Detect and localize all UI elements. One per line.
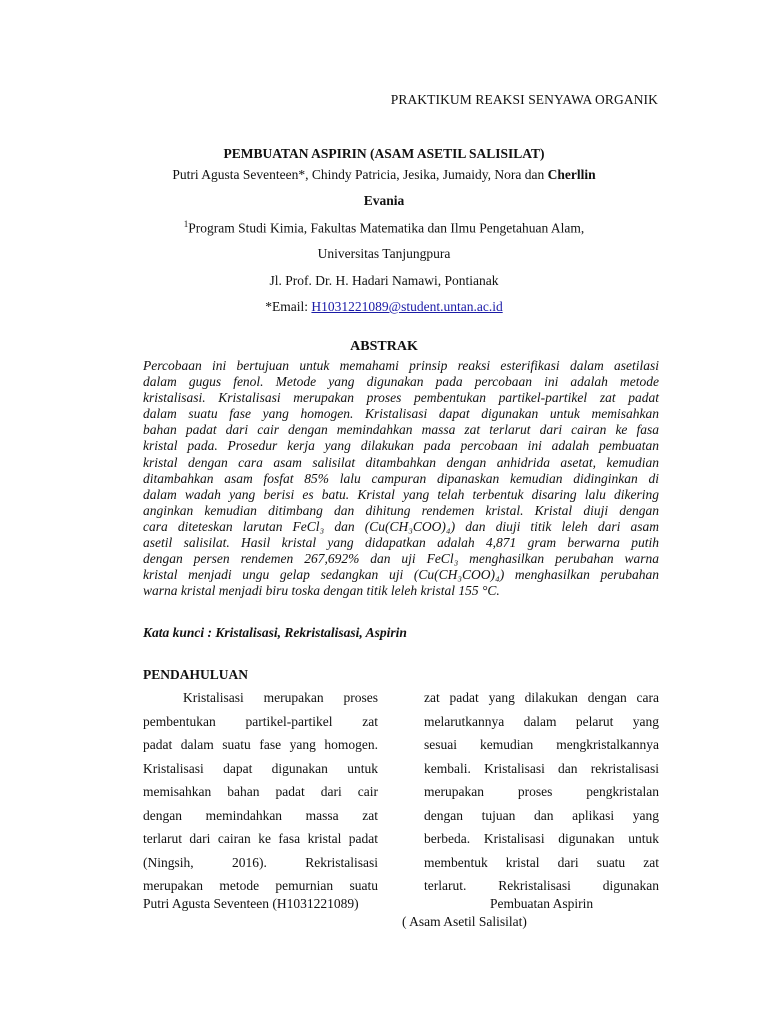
affiliation-university: Universitas Tanjungpura [317,246,451,261]
author-names: Putri Agusta Seventeen*, Chindy Patricia, Jesika, Jumaidy, Nora dan [172,167,548,182]
intro-left-line: padat dalam suatu fase yang homogen. [143,737,378,752]
abstract-line: dalam gugus fenol. Metode yang digunakan pada percobaan ini adalah metode [143,374,659,390]
affiliation-address: Jl. Prof. Dr. H. Hadari Namawi, Pontianak [269,273,499,288]
intro-right-line: sesuai kemudian mengkristalkannya [424,737,659,752]
section-heading-introduction: PENDAHULUAN [143,667,249,682]
abstract-line: dalam suatu fase yang homogen. Kristalisasi dapat digunakan untuk memisahkan [143,406,659,422]
affiliation-superscript: 1 [183,219,189,229]
intro-left-line: merupakan metode pemurnian suatu [143,878,378,893]
intro-right-line: melarutkannya dalam pelarut yang [424,713,659,729]
intro-right-line: terlarut. Rekristalisasi digunakan [424,878,659,893]
affiliation [0,219,768,237]
author-list-continued: Evania [363,193,405,208]
intro-left-line: terlarut dari cairan ke fasa kristal padat [143,831,378,846]
abstract-line: kristalisasi. Kristalisasi merupakan proses pembentukan partikel-partikel zat padat [143,390,659,406]
abstract-line: kristal dengan cara asam salisilat ditambahkan dengan anhidrida asetat, kemudian [143,454,659,470]
email-label: *Email: [265,299,312,314]
intro-right-line: berbeda. Kristalisasi digunakan untuk [424,831,659,846]
intro-left-line: dengan memindahkan massa zat [143,807,378,823]
abstract-line: bahan padat dari cair dengan memindahkan massa zat terlarut dari cairan ke fasa [143,422,659,438]
abstract-line: kristal menjadi ungu gelap sedangkan uji (Cu(CH₃COO)₄) menghasilkan perubahan [143,567,659,583]
author-list [0,167,768,183]
abstract-heading: ABSTRAK [350,339,418,354]
footer-title: Pembuatan Aspirin [490,896,594,911]
abstract-line: anginkan kemudian ditimbang dan dihitung rendemen kristal. Kristal diuji dengan [143,502,659,518]
intro-right-line: zat padat yang dilakukan dengan cara [424,690,659,705]
abstract-line: dalam wadah yang berisi es batu. Kristal yang telah terbentuk disaring lalu dikering [143,486,659,502]
intro-left-line: (Ningsih, 2016). Rekristalisasi [143,854,378,870]
intro-left-line: pembentukan partikel-partikel zat [143,713,378,729]
email-link[interactable]: H1031221089@student.untan.ac.id [311,299,503,314]
intro-right-line: merupakan proses pengkristalan [424,784,659,799]
abstract-body [143,358,659,599]
running-header: PRAKTIKUM REAKSI SENYAWA ORGANIK [390,92,658,107]
abstract-line: ditambahkan asam fosfat 85% lalu campuran dipanaskan kemudian didinginkan di [143,470,659,486]
affiliation-line-1: Program Studi Kimia, Fakultas Matematika dan Ilmu Pengetahuan Alam, [188,220,585,236]
paper-title: PEMBUATAN ASPIRIN (ASAM ASETIL SALISILAT) [223,146,545,161]
intro-left-line: memisahkan bahan padat dari cair [143,784,378,799]
author-name-bold: Cherllin [547,167,596,182]
abstract-line: asetil salisilat. Hasil kristal yang didapatkan adalah 4,871 gram berwarna putih [143,535,659,551]
footer-subtitle: ( Asam Asetil Salisilat) [402,914,527,929]
introduction-column-left [143,686,378,898]
intro-right-line: dengan tujuan dan aplikasi yang [424,807,659,823]
intro-right-line: kembali. Kristalisasi dan rekristalisasi [424,760,659,776]
introduction-column-right [424,686,659,898]
abstract-line: warna kristal menjadi biru toska dengan titik leleh kristal 155 °C. [143,583,500,599]
abstract-line: cara diteteskan larutan FeCl₃ dan (Cu(CH₃COO)₄) dan diuji titik leleh dari asam [143,518,659,534]
intro-left-line: Kristalisasi dapat digunakan untuk [143,760,378,776]
footer-author: Putri Agusta Seventeen (H1031221089) [143,896,359,911]
abstract-line: Percobaan ini bertujuan untuk memahami prinsip reaksi esterifikasi dalam asetilasi [143,358,659,373]
keywords: Kata kunci : Kristalisasi, Rekristalisasi, Aspirin [143,625,407,640]
intro-left-line: Kristalisasi merupakan proses [183,690,378,705]
abstract-line: kristal pada. Prosedur kerja yang dilakukan pada percobaan ini adalah pembuatan [143,438,659,454]
email-line [0,299,768,315]
abstract-line: dengan persen rendemen 267,692% dan uji FeCl₃ menghasilkan perubahan warna [143,551,659,567]
intro-right-line: membentuk kristal dari suatu zat [424,854,659,870]
